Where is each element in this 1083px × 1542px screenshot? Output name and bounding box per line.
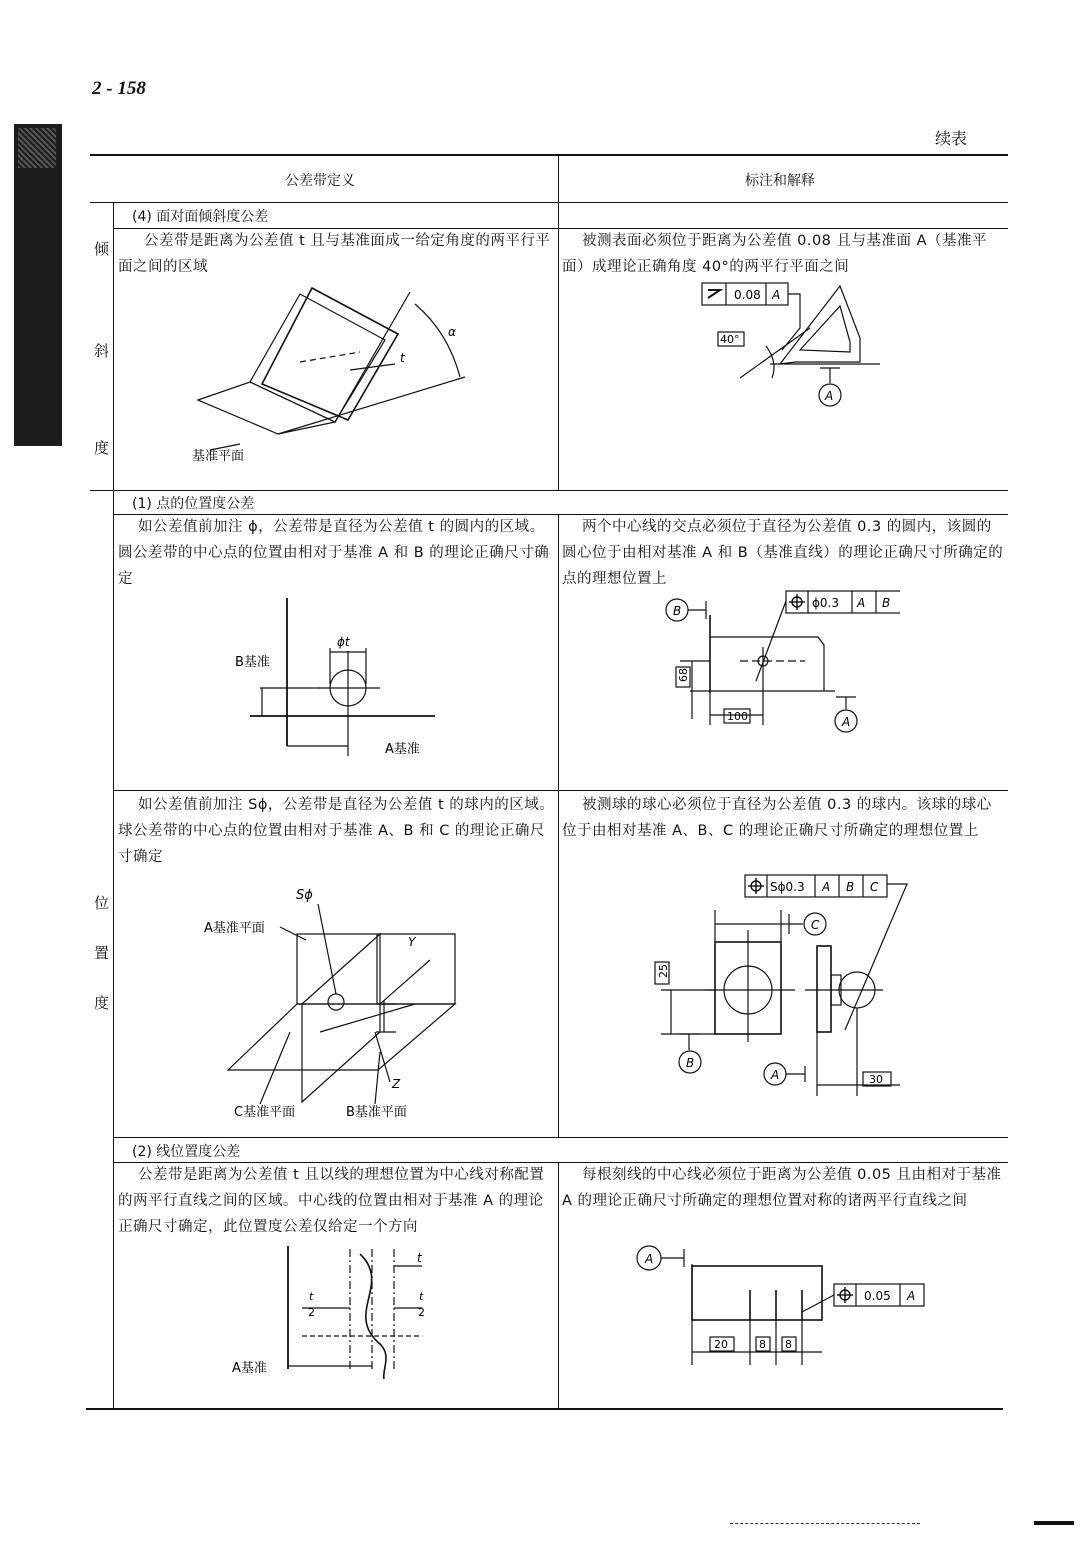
datum-circle-a: A [645, 1252, 654, 1266]
definition-text: 公差带是距离为公差值 t 且以线的理想位置为中心线对称配置的两平行直线之间的区域。中心线的位置由相对于基准 A 的理论正确尺寸确定，此位置度公差仅给定一个方向 [118, 1167, 545, 1235]
category-char: 倾 [94, 240, 110, 258]
dim-30: 30 [869, 1073, 883, 1086]
t-label: t [400, 351, 405, 365]
category-char: 斜 [94, 342, 110, 360]
continued-label: 续表 [935, 129, 968, 148]
half-t-num-right: t [419, 1290, 424, 1303]
category-char: 位 [94, 894, 110, 912]
dim-68: 68 [677, 668, 690, 682]
fcf-value: 0.08 [734, 288, 761, 302]
explanation-text: 每根刻线的中心线必须位于距离为公差值 0.05 且由相对于基准 A 的理论正确尺寸所确定的理想位置对称的诸两平行直线之间 [562, 1167, 1002, 1209]
half-t-num-left: t [309, 1290, 314, 1303]
definition-text: 如公差值前加注 ϕ，公差带是直径为公差值 t 的圆内的区域。圆公差带的中心点的位置由相对于基准 A 和 B 的理论正确尺寸确定 [118, 519, 550, 587]
position-symbol-icon [748, 878, 764, 894]
dim-8a: 8 [759, 1338, 766, 1351]
table-bottom-rule [86, 1408, 1003, 1410]
footer-scan-line [730, 1523, 920, 1524]
datum-circle-c: C [811, 918, 820, 932]
s-phi-label: Sϕ [296, 888, 313, 903]
category-char: 置 [94, 944, 110, 962]
fcf-datum-3: C [870, 880, 879, 894]
fcf-datum-2: B [882, 596, 891, 610]
footer-mark [1034, 1521, 1074, 1525]
c-plane-label: C基准平面 [234, 1105, 296, 1120]
fcf-datum: A [907, 1289, 916, 1303]
category-char: 度 [94, 439, 110, 457]
datum-a-label: A基准 [385, 742, 420, 757]
datum-plane-label: 基准平面 [192, 449, 245, 464]
line-zone-figure [232, 1244, 442, 1384]
header-rule [90, 202, 1008, 203]
header-divider [558, 154, 559, 229]
column-divider-1 [558, 228, 559, 490]
sphere-position-drawing [645, 870, 915, 1098]
a-plane-label: A基准平面 [204, 921, 265, 936]
section-title: (4) 面对面倾斜度公差 [132, 209, 269, 225]
definition-text: 如公差值前加注 Sϕ，公差带是直径为公差值 t 的球内的区域。球公差带的中心点的位置由相对于基准 A、B 和 C 的理论正确尺寸确定 [118, 797, 555, 865]
half-t-den-left: 2 [308, 1306, 315, 1319]
fcf-datum-1: A [857, 596, 866, 610]
explanation-text: 两个中心线的交点必须位于直径为公差值 0.3 的圆内，该圆的圆心位于由相对基准 A 和 B（基准直线）的理论正确尺寸所确定的点的理想位置上 [562, 519, 1004, 587]
page-number: 2 - 158 [92, 78, 146, 99]
table-top-rule [90, 154, 1008, 156]
explanation-text: 被测表面必须位于距离为公差值 0.08 且与基准面 A（基准平面）成理论正确角度 40°的两平行平面之间 [562, 233, 988, 275]
dim-25: 25 [657, 964, 670, 978]
category-char: 度 [94, 994, 110, 1012]
explanation-text: 被测球的球心必须位于直径为公差值 0.3 的球内。该球的球心位于由相对基准 A、B、C 的理论正确尺寸所确定的理想位置上 [562, 797, 992, 839]
datum-circle-label: A [825, 389, 834, 403]
z-label: Z [392, 1077, 401, 1091]
fcf-value: 0.05 [864, 1289, 891, 1303]
sphere-zone-figure [200, 882, 490, 1122]
thumb-index-tab [14, 124, 62, 446]
header-right: 标注和解释 [745, 173, 815, 189]
y-label: Y [408, 935, 416, 949]
incline-zone-figure [180, 282, 480, 472]
section-title: (2) 线位置度公差 [132, 1144, 241, 1160]
dim-100: 100 [727, 710, 748, 723]
phi-t-label: ϕt [337, 635, 350, 649]
fcf-datum-2: B [846, 880, 855, 894]
position-symbol-icon [837, 1287, 853, 1303]
datum-circle-b: B [686, 1056, 695, 1070]
point-position-drawing [660, 585, 900, 740]
category-rule [90, 490, 1008, 491]
datum-circle-b: B [673, 604, 682, 618]
alpha-label: α [448, 325, 456, 339]
row-rule-3 [113, 790, 1008, 791]
angularity-symbol-icon [708, 290, 720, 298]
t-label: t [417, 1251, 422, 1265]
point-zone-figure [230, 596, 450, 766]
fcf-value: ϕ0.3 [812, 596, 839, 610]
fcf-datum-1: A [822, 880, 831, 894]
datum-circle-a: A [842, 715, 851, 729]
fcf-datum: A [772, 288, 781, 302]
datum-a-label: A基准 [232, 1361, 267, 1376]
position-symbol-icon [789, 594, 805, 610]
row-rule-4 [113, 1137, 1008, 1138]
b-plane-label: B基准平面 [346, 1105, 407, 1120]
column-divider-3 [558, 1162, 559, 1408]
fcf-value: Sϕ0.3 [770, 880, 805, 894]
section-title: (1) 点的位置度公差 [132, 496, 255, 512]
angle-label: 40° [720, 333, 740, 346]
definition-text: 公差带是距离为公差值 t 且与基准面成一给定角度的两平行平面之间的区域 [118, 233, 551, 275]
half-t-den-right: 2 [418, 1306, 425, 1319]
datum-b-label: B基准 [235, 655, 270, 670]
datum-circle-a: A [771, 1068, 780, 1082]
dim-8b: 8 [785, 1338, 792, 1351]
header-left: 公差带定义 [285, 173, 355, 189]
line-position-drawing [632, 1240, 932, 1370]
column-divider-2 [558, 514, 559, 1137]
angularity-drawing [700, 278, 900, 413]
category-column-rule [113, 202, 114, 1408]
dim-20: 20 [714, 1338, 728, 1351]
